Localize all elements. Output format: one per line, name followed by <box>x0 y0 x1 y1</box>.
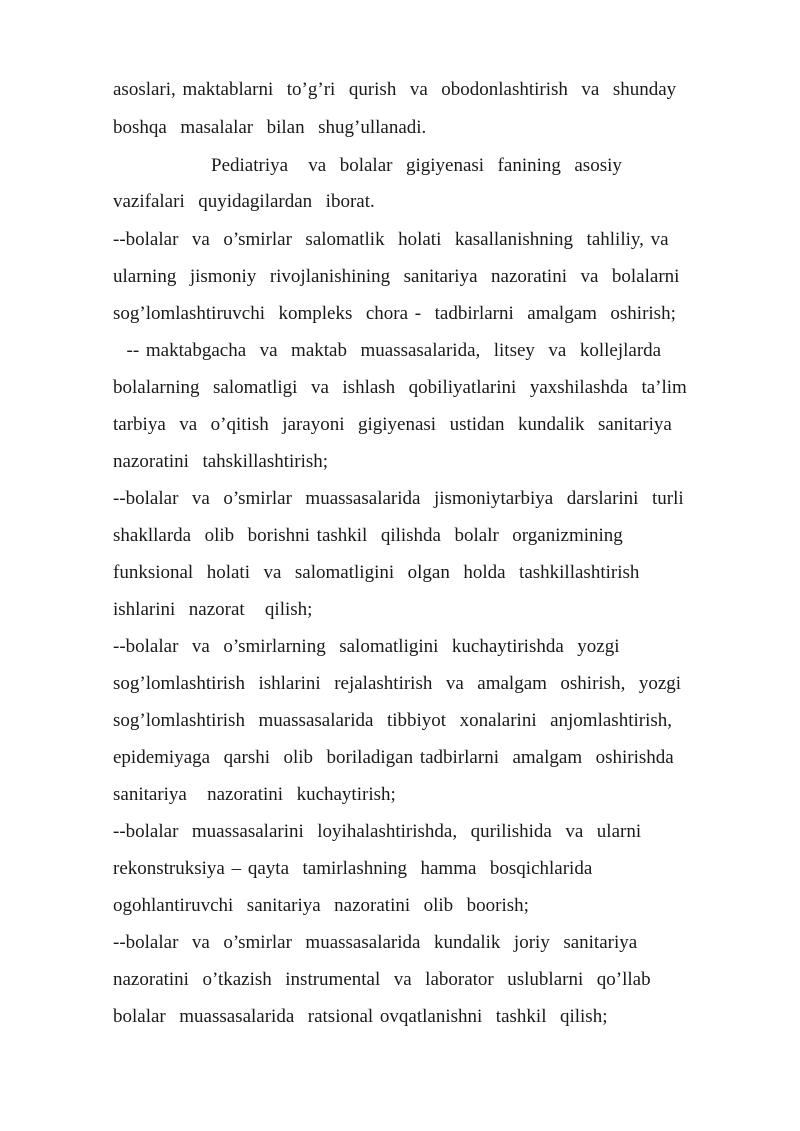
text-line: sanitariya nazoratini kuchaytirish; <box>113 784 396 805</box>
text-line: funksional holati va salomatligini olgan holda tashkillashtirish <box>113 562 640 583</box>
text-line: sog’lomlashtirish ishlarini rejalashtirish va amalgam oshirish, yozgi <box>113 673 682 694</box>
text-line: nazoratini o’tkazish instrumental va laborator uslublarni qo’llab <box>113 969 651 990</box>
text-line: --bolalar muassasalarini loyihalashtirishda, qurilishida va ularni <box>113 821 642 842</box>
text-line: vazifalari quyidagilardan iborat. <box>113 191 375 212</box>
text-line: sog’lomlashtirish muassasalarida tibbiyot xonalarini anjomlashtirish, <box>113 710 673 731</box>
text-line: sog’lomlashtiruvchi kompleks chora - tadbirlarni amalgam oshirish; <box>113 303 676 324</box>
text-line: ishlarini nazorat qilish; <box>113 599 313 620</box>
text-line: --bolalar va o’smirlar salomatlik holati kasallanishning tahliliy, va <box>113 229 669 250</box>
text-line: epidemiyaga qarshi olib boriladigan tadbirlarni amalgam oshirishda <box>113 747 674 768</box>
text-line: --bolalar va o’smirlar muassasalarida jismoniytarbiya darslarini turli <box>113 488 684 509</box>
text-line: ularning jismoniy rivojlanishining sanitariya nazoratini va bolalarni <box>113 266 680 287</box>
text-line: --bolalar va o’smirlarning salomatligini kuchaytirishda yozgi <box>113 636 620 657</box>
text-line: ogohlantiruvchi sanitariya nazoratini olib boorish; <box>113 895 529 916</box>
text-line: -- maktabgacha va maktab muassasalarida, litsey va kollejlarda <box>113 340 662 361</box>
text-line: shakllarda olib borishni tashkil qilishda bolalr organizmining <box>113 525 623 546</box>
text-line: Pediatriya va bolalar gigiyenasi fanining asosiy <box>211 155 622 176</box>
text-line: bolalar muassasalarida ratsional ovqatlanishni tashkil qilish; <box>113 1006 608 1027</box>
text-line: nazoratini tahskillashtirish; <box>113 451 329 472</box>
text-line: bolalarning salomatligi va ishlash qobiliyatlarini yaxshilashda ta’lim <box>113 377 687 398</box>
text-line: boshqa masalalar bilan shug’ullanadi. <box>113 117 427 138</box>
text-line: --bolalar va o’smirlar muassasalarida kundalik joriy sanitariya <box>113 932 638 953</box>
text-line: rekonstruksiya – qayta tamirlashning hamma bosqichlarida <box>113 858 593 879</box>
text-line: tarbiya va o’qitish jarayoni gigiyenasi ustidan kundalik sanitariya <box>113 414 672 435</box>
text-line: asoslari, maktablarni to’g’ri qurish va obodonlashtirish va shunday <box>113 79 677 100</box>
